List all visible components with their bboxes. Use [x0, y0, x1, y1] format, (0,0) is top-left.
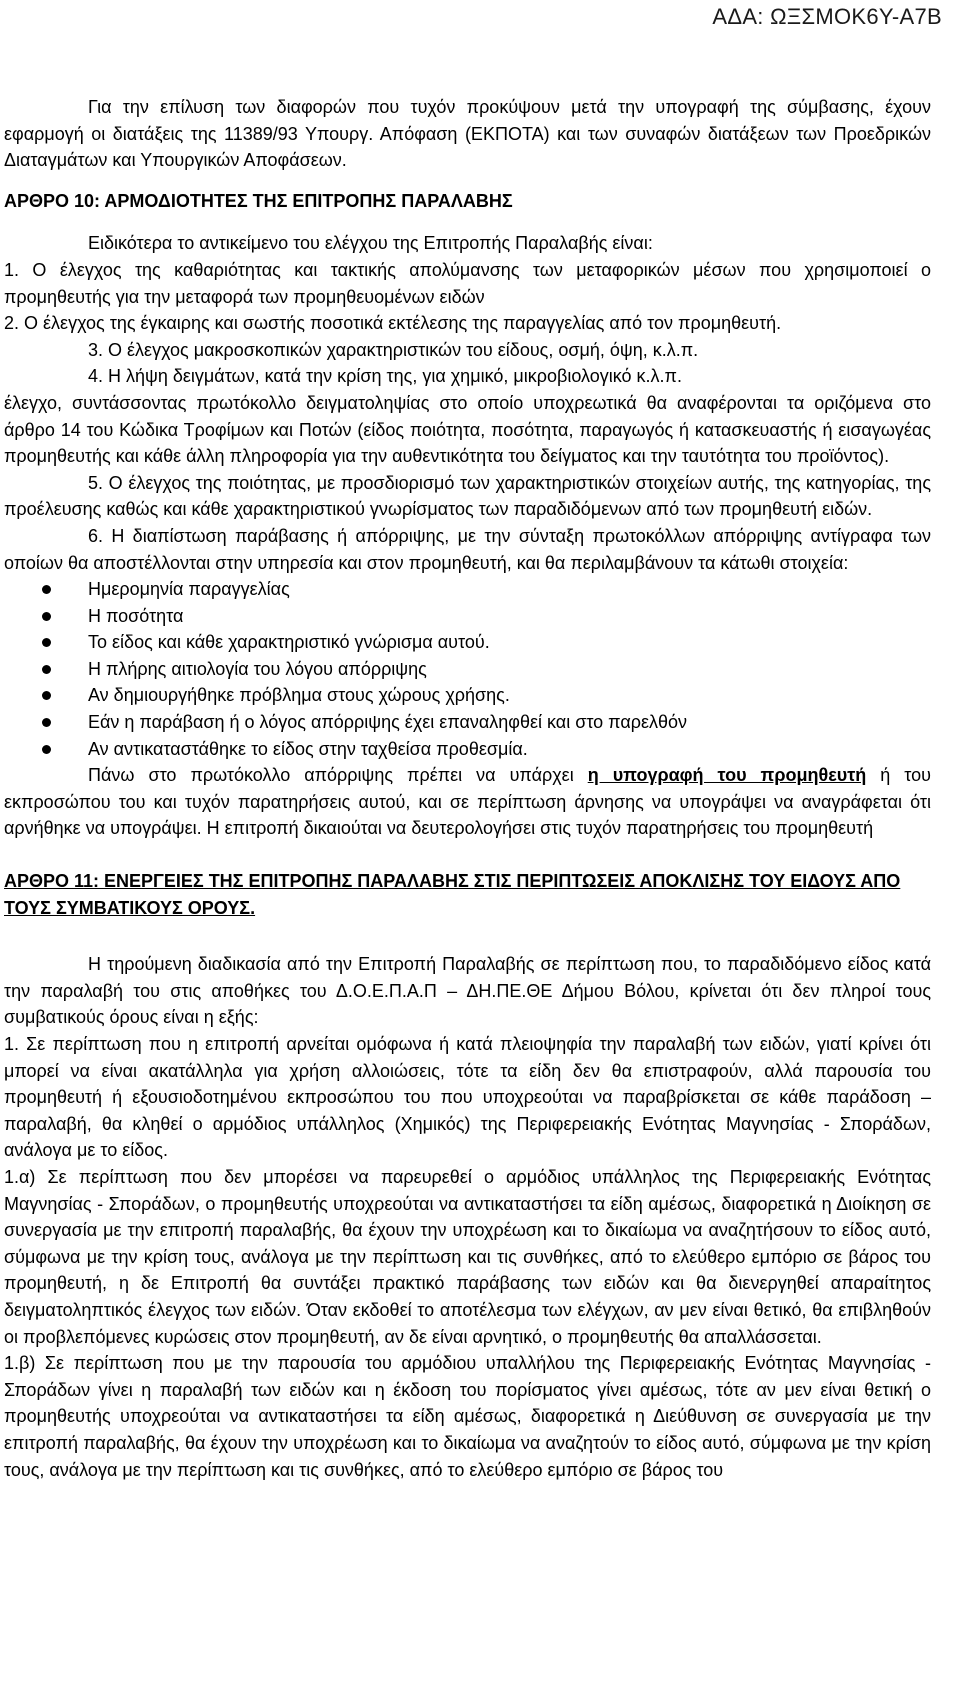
closing-text-post: ή του εκπροσώπου του και τυχόν παρατηρήσεις αυτού, και σε περίπτωση άρνησης να υπογράψει να αναγράφεται ότι αρνήθηκε να υπογράψει. Η επιτροπή δικαιούται να δευτερολογήσει στις τυχόν παρατηρήσεις του προμηθευτή	[4, 765, 931, 839]
list-item: Η ποσότητα	[4, 603, 931, 630]
list-item: Η πλήρης αιτιολογία του λόγου απόρριψης	[4, 656, 931, 683]
document-page	[4, 94, 931, 1483]
article-11-intro: Η τηρούμενη διαδικασία από την Επιτροπή Παραλαβής σε περίπτωση που, το παραδιδόμενο είδος κατά την παραλαβή του στις αποθήκες του Δ.Ο.Ε.Π.Α.Π – ΔΗ.ΠΕ.ΘΕ Δήμου Βόλου, κρίνεται ότι δεν πληροί τους συμβατικούς όρους είναι η εξής:	[4, 954, 931, 1028]
article-10-closing	[4, 762, 931, 842]
list-item: Το είδος και κάθε χαρακτηριστικό γνώρισμα αυτού.	[4, 629, 931, 656]
list-item: Αν δημιουργήθηκε πρόβλημα στους χώρους χρήσης.	[4, 682, 931, 709]
article-10-item-4: 4. Η λήψη δειγμάτων, κατά την κρίση της, για χημικό, μικροβιολογικό κ.λ.π.	[88, 366, 682, 387]
article-10-item-6: 6. Η διαπίστωση παράβασης ή απόρριψης, με την σύνταξη πρωτοκόλλων απόρριψης αντίγραφα των οποίων θα αποστέλλονται στην υπηρεσία και στον προμηθευτή, και θα περιλαμβάνουν τα κάτωθι στοιχεία:	[4, 525, 931, 573]
list-item: Εάν η παράβαση ή ο λόγος απόρριψης έχει επαναληφθεί και στο παρελθόν	[4, 709, 931, 736]
list-item: Αν αντικαταστάθηκε το είδος στην ταχθείσα προθεσμία.	[4, 736, 931, 763]
closing-text-pre: Πάνω στο πρωτόκολλο απόρριψης πρέπει να υπάρχει	[88, 765, 588, 786]
article-11-paragraph-1a: 1.α) Σε περίπτωση που δεν μπορέσει να παρευρεθεί ο αρμόδιος υπάλληλος της Περιφερειακής Ενότητας Μαγνησίας - Σποράδων, ο προμηθευτής υποχρεούται να αντικαταστήσει τα είδη αμέσως, διαφορετικά η Διοίκηση σε συνεργασία με την επιτροπή παραλαβής, θα έχουν την υποχρέωση και το δικαίωμα να αναζητήσουν το είδος αυτό, σύμφωνα με την κρίση τους, ανάλογα με την περίπτωση και τις συνθήκες, από το ελεύθερο εμπόριο σε βάρος του προμηθευτή, η δε Επιτροπή θα συντάξει πρακτικό παράβασης των ειδών και θα διενεργηθεί απαραίτητος δειγματοληπτικός έλεγχος των ειδών. Όταν εκδοθεί το αποτέλεσμα των ελέγχων, αν μεν είναι θετικό, θα επιβληθούν οι προβλεπόμενες κυρώσεις στον προμηθευτή, αν δε είναι αρνητικό, ο προμηθευτής θα απαλλάσσεται.	[4, 1166, 931, 1347]
intro-paragraph: Για την επίλυση των διαφορών που τυχόν προκύψουν μετά την υπογραφή της σύμβασης, έχουν εφαρμογή οι διατάξεις της 11389/93 Υπουργ. Απόφαση (ΕΚΠΟΤΑ) και των συναφών διατάξεων των Προεδρικών Διαταγμάτων και Υπουργικών Αποφάσεων.	[4, 97, 931, 171]
article-11-title: ΑΡΘΡΟ 11: ΕΝΕΡΓΕΙΕΣ ΤΗΣ ΕΠΙΤΡΟΠΗΣ ΠΑΡΑΛΑΒΗΣ ΣΤΙΣ ΠΕΡΙΠΤΩΣΕΙΣ ΑΠΟΚΛΙΣΗΣ ΤΟΥ ΕΙΔΟΥΣ ΑΠΟ ΤΟΥΣ ΣΥΜΒΑΤΙΚΟΥΣ ΟΡΟΥΣ.	[4, 871, 901, 918]
article-10-item-2: 2. Ο έλεγχος της έγκαιρης και σωστής ποσοτικά εκτέλεσης της παραγγελίας από τον προμηθευτή.	[4, 313, 782, 334]
article-10-item-5: 5. Ο έλεγχος της ποιότητας, με προσδιορισμό των χαρακτηριστικών στοιχείων αυτής, της κατηγορίας, της προέλευσης καθώς και κάθε χαρακτηριστικού γνωρίσματος των παραδιδόμενων από των προμηθευτή ειδών.	[4, 472, 931, 520]
article-11-paragraph-1b: 1.β) Σε περίπτωση που με την παρουσία του αρμόδιου υπαλλήλου της Περιφερειακής Ενότητας Μαγνησίας - Σποράδων γίνει η παραλαβή των ειδών και η έκδοση του πορίσματος γίνει αμέσως, τότε αν μεν είναι θετική ο προμηθευτής υποχρεούται να αντικαταστήσει τα είδη αμέσως, διαφορετικά η Διεύθυνση σε συνεργασία με την επιτροπή παραλαβής, θα έχουν την υποχρέωση και το δικαίωμα να αναζητούν το είδος αυτό, σύμφωνα με την κρίση τους, ανάλογα με την περίπτωση και τις συνθήκες, από το ελεύθερο εμπόριο σε βάρος του	[4, 1353, 931, 1480]
supplier-signature-emphasis: η υπογραφή του προμηθευτή	[587, 765, 867, 786]
article-10-item-3: 3. Ο έλεγχος μακροσκοπικών χαρακτηριστικών του είδους, οσμή, όψη, κ.λ.π.	[88, 339, 699, 360]
article-11-paragraph-1: 1. Σε περίπτωση που η επιτροπή αρνείται ομόφωνα ή κατά πλειοψηφία την παραλαβή των ειδών, γιατί κρίνει ότι μπορεί να είναι ακατάλληλα για χρήση αλλοιώσεις, τότε τα είδη δεν θα επιστραφούν, αλλά παρουσία του προμηθευτή ή εξουσιοδοτημένου εκπροσώπου του που υποχρεούται να παραβρίσκεται σε κάθε παράδοση – παραλαβή, θα κληθεί ο αρμόδιος υπάλληλος (Χημικός) της Περιφερειακής Ενότητας Μαγνησίας - Σποράδων, ανάλογα με το είδος.	[4, 1034, 931, 1161]
article-10-item-1: 1. Ο έλεγχος της καθαριότητας και τακτικής απολύμανσης των μεταφορικών μέσων που χρησιμοποιεί ο προμηθευτής για την μεταφορά των προμηθευομένων ειδών	[4, 259, 931, 307]
list-item: Ημερομηνία παραγγελίας	[4, 576, 931, 603]
rejection-protocol-list	[4, 576, 931, 762]
article-10-item-4-continued: έλεγχο, συντάσσοντας πρωτόκολλο δειγματοληψίας στο οποίο υποχρεωτικά θα αναφέρονται τα οριζόμενα στο άρθρο 14 του Κώδικα Τροφίμων και Ποτών (είδος ποιότητα, ποσότητα, παραγωγός ή κατασκευαστής ή εισαγωγέας προμηθευτής και κάθε άλλη πληροφορία για την αυθεντικότητα του δείγματος και την ταυτότητα του προϊόντος).	[4, 392, 931, 467]
article-10-lead: Ειδικότερα το αντικείμενο του ελέγχου της Επιτροπής Παραλαβής είναι:	[88, 233, 653, 254]
article-10-title: ΑΡΘΡΟ 10: ΑΡΜΟΔΙΟΤΗΤΕΣ ΤΗΣ ΕΠΙΤΡΟΠΗΣ ΠΑΡΑΛΑΒΗΣ	[4, 190, 513, 211]
ada-header: ΑΔΑ: ΩΞΣΜΟΚ6Υ-Α7Β	[712, 4, 942, 29]
